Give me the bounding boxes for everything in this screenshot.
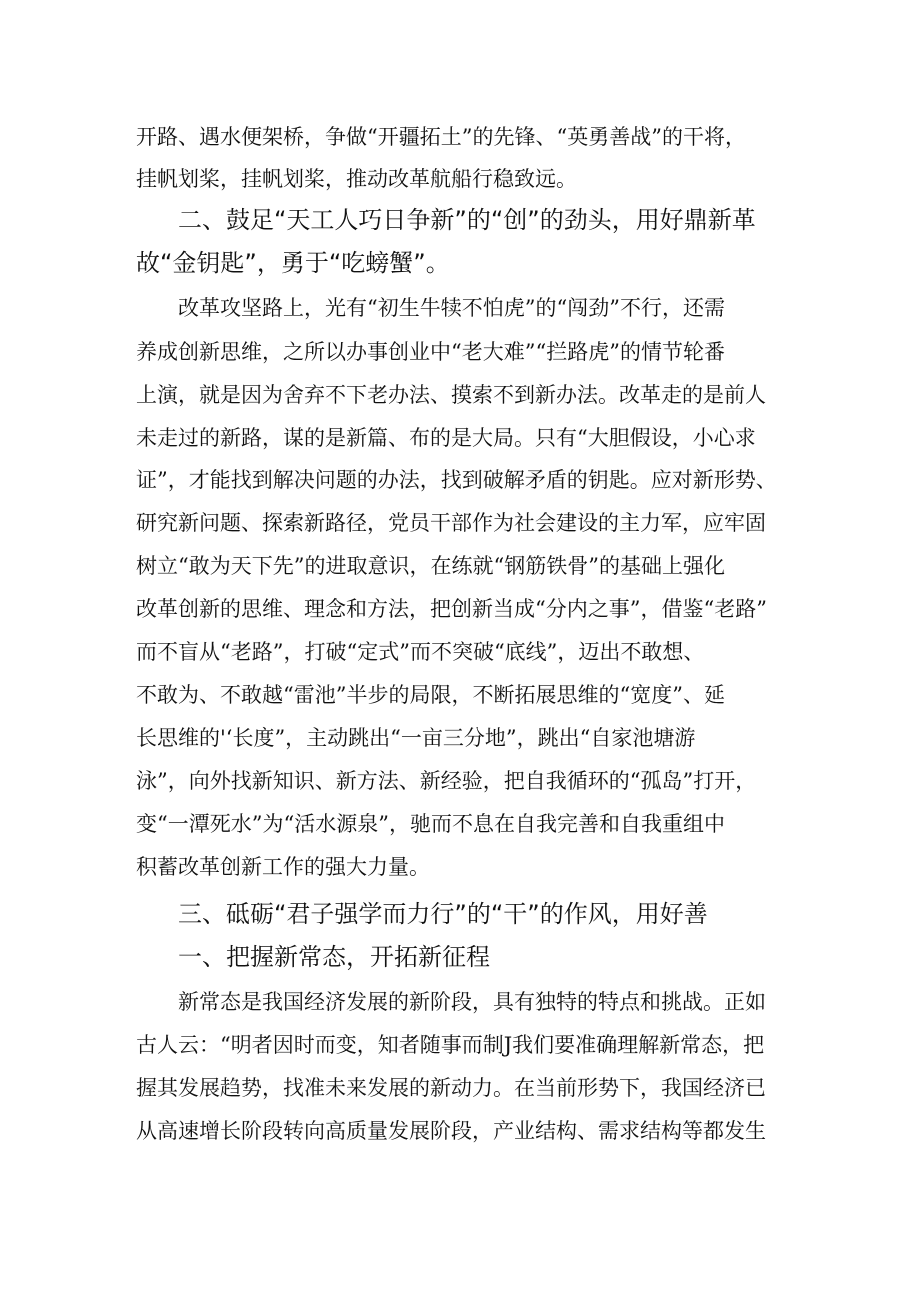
paragraph-line: 树立“敢为天下先”的进取意识，在练就“钢筋铁骨”的基础上强化 [136,554,725,578]
section-heading: 故“金钥匙”，勇于“吃螃蟹”。 [136,249,450,277]
section-heading: 一、把握新常态，开拓新征程 [178,943,490,971]
paragraph-line: 开路、遇水便架桥，争做“开疆拓土”的先锋、“英勇善战”的干将， [136,125,746,149]
paragraph-line: 泳”，向外找新知识、新方法、新经验，把自我循环的“孤岛”打开， [136,769,757,793]
paragraph-line: 研究新问题、探索新路径，党员干部作为社会建设的主力军，应牢固 [136,511,766,535]
section-heading: 三、砥砺“君子强学而力行”的“干”的作风，用好善 [178,900,708,928]
paragraph-line: 长思维的'‘长度”，主动跳出“一亩三分地”，跳出“自家池塘游 [136,726,696,750]
paragraph-line: 挂帆划桨，挂帆划桨，推动改革航船行稳致远。 [136,167,577,191]
paragraph-line: 改革创新的思维、理念和方法，把创新当成“分内之事”，借鉴“老路” [136,597,767,621]
paragraph-line: 未走过的新路，谋的是新篇、布的是大局。只有“大胆假设，小心求 [136,426,756,450]
paragraph-line: 握其发展趋势，找准未来发展的新动力。在当前形势下，我国经济已 [136,1076,766,1100]
paragraph-line: 积蓄改革创新工作的强大力量。 [136,855,430,879]
paragraph-line: 不敢为、不敢越“雷池”半步的局限，不断拓展思维的“宽度”、延 [136,683,725,707]
paragraph-line: 上演，就是因为舍弃不下老办法、摸索不到新办法。改革走的是前人 [136,383,766,407]
paragraph-line: 而不盲从“老路”，打破“定式”而不突破“底线”，迈出不敢想、 [136,640,705,664]
paragraph-line: 证”，才能找到解决问题的办法，找到破解矛盾的钥匙。应对新形势、 [136,468,777,492]
paragraph-line: 养成创新思维，之所以办事创业中“老大难”“拦路虎”的情节轮番 [136,340,725,364]
paragraph-line: 从高速增长阶段转向高质量发展阶段，产业结构、需求结构等都发生 [136,1119,766,1143]
section-heading: 二、鼓足“天工人巧日争新”的“创”的劲头，用好鼎新革 [178,206,756,234]
paragraph-line: 改革攻坚路上，光有“初生牛犊不怕虎”的“闯劲”不行，还需 [178,296,725,320]
paragraph-line: 新常态是我国经济发展的新阶段，具有独特的特点和挑战。正如 [178,990,766,1014]
paragraph-line: 古人云：“明者因时而变，知者随事而制J我们要准确理解新常态，把 [136,1033,765,1057]
paragraph-line: 变“一潭死水”为“活水源泉”，驰而不息在自我完善和自我重组中 [136,812,725,836]
